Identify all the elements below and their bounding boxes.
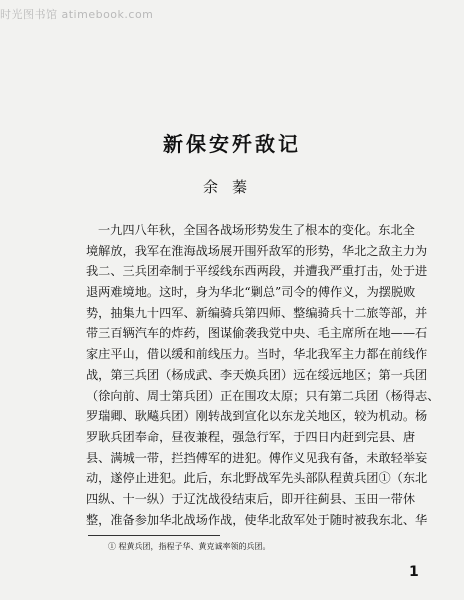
footnote-divider <box>88 535 220 536</box>
page-number: 1 <box>409 564 419 580</box>
watermark-text: 时光图书馆 atimebook.com <box>0 8 154 21</box>
article-title: 新保安歼敌记 <box>163 132 301 156</box>
body-line: 整，准备参加华北战场作战，使华北敌军处于随时被我东北、华 <box>86 512 428 527</box>
article-author: 余蓁 <box>202 178 261 196</box>
body-line: 一九四八年秋，全国各战场形势发生了根本的变化。东北全 <box>98 223 415 237</box>
body-line: 退两难境地。这时，身为华北“剿总”司令的傅作义，为摆脱败 <box>86 285 416 300</box>
body-line: 罗瑞卿、耿飚兵团）刚转战到宣化以东龙关地区，较为机动。杨 <box>86 409 428 424</box>
body-line: （徐向前、周士第兵团）正在围攻太原；只有第二兵团（杨得志、 <box>86 388 440 403</box>
body-line: 战，第三兵团（杨成武、李天焕兵团）远在绥远地区；第一兵团 <box>86 367 428 382</box>
body-line: 四纵、十一纵）于辽沈战役结束后，即开往蓟县、玉田一带休 <box>86 491 416 506</box>
body-line: 我二、三兵团牵制于平绥线东西两段，并遭我严重打击，处于进 <box>86 264 428 279</box>
body-line: 罗耿兵团奉命，昼夜兼程，强急行军，于四日内赶到完县、唐 <box>86 429 416 444</box>
article-body <box>86 220 440 530</box>
body-line: 带三百辆汽车的炸药，图谋偷袭我党中央、毛主席所在地——石 <box>86 326 428 341</box>
footnote: ① 程黄兵团，指程子华、黄克诚率领的兵团。 <box>108 542 271 551</box>
body-line: 县、满城一带，拦挡傅军的进犯。傅作义见我有备，未敢轻举妄 <box>86 450 428 465</box>
body-line: 动，遂停止进犯。此后，东北野战军先头部队程黄兵团①（东北 <box>86 471 428 486</box>
body-line: 境解放，我军在淮海战场展开围歼敌军的形势，华北之敌主力为 <box>86 243 428 258</box>
body-line: 势，抽集九十四军、新编骑兵第四师、整编骑兵十二旅等部，并 <box>86 305 428 320</box>
body-line: 家庄平山，借以缓和前线压力。当时，华北我军主力都在前线作 <box>86 347 428 362</box>
